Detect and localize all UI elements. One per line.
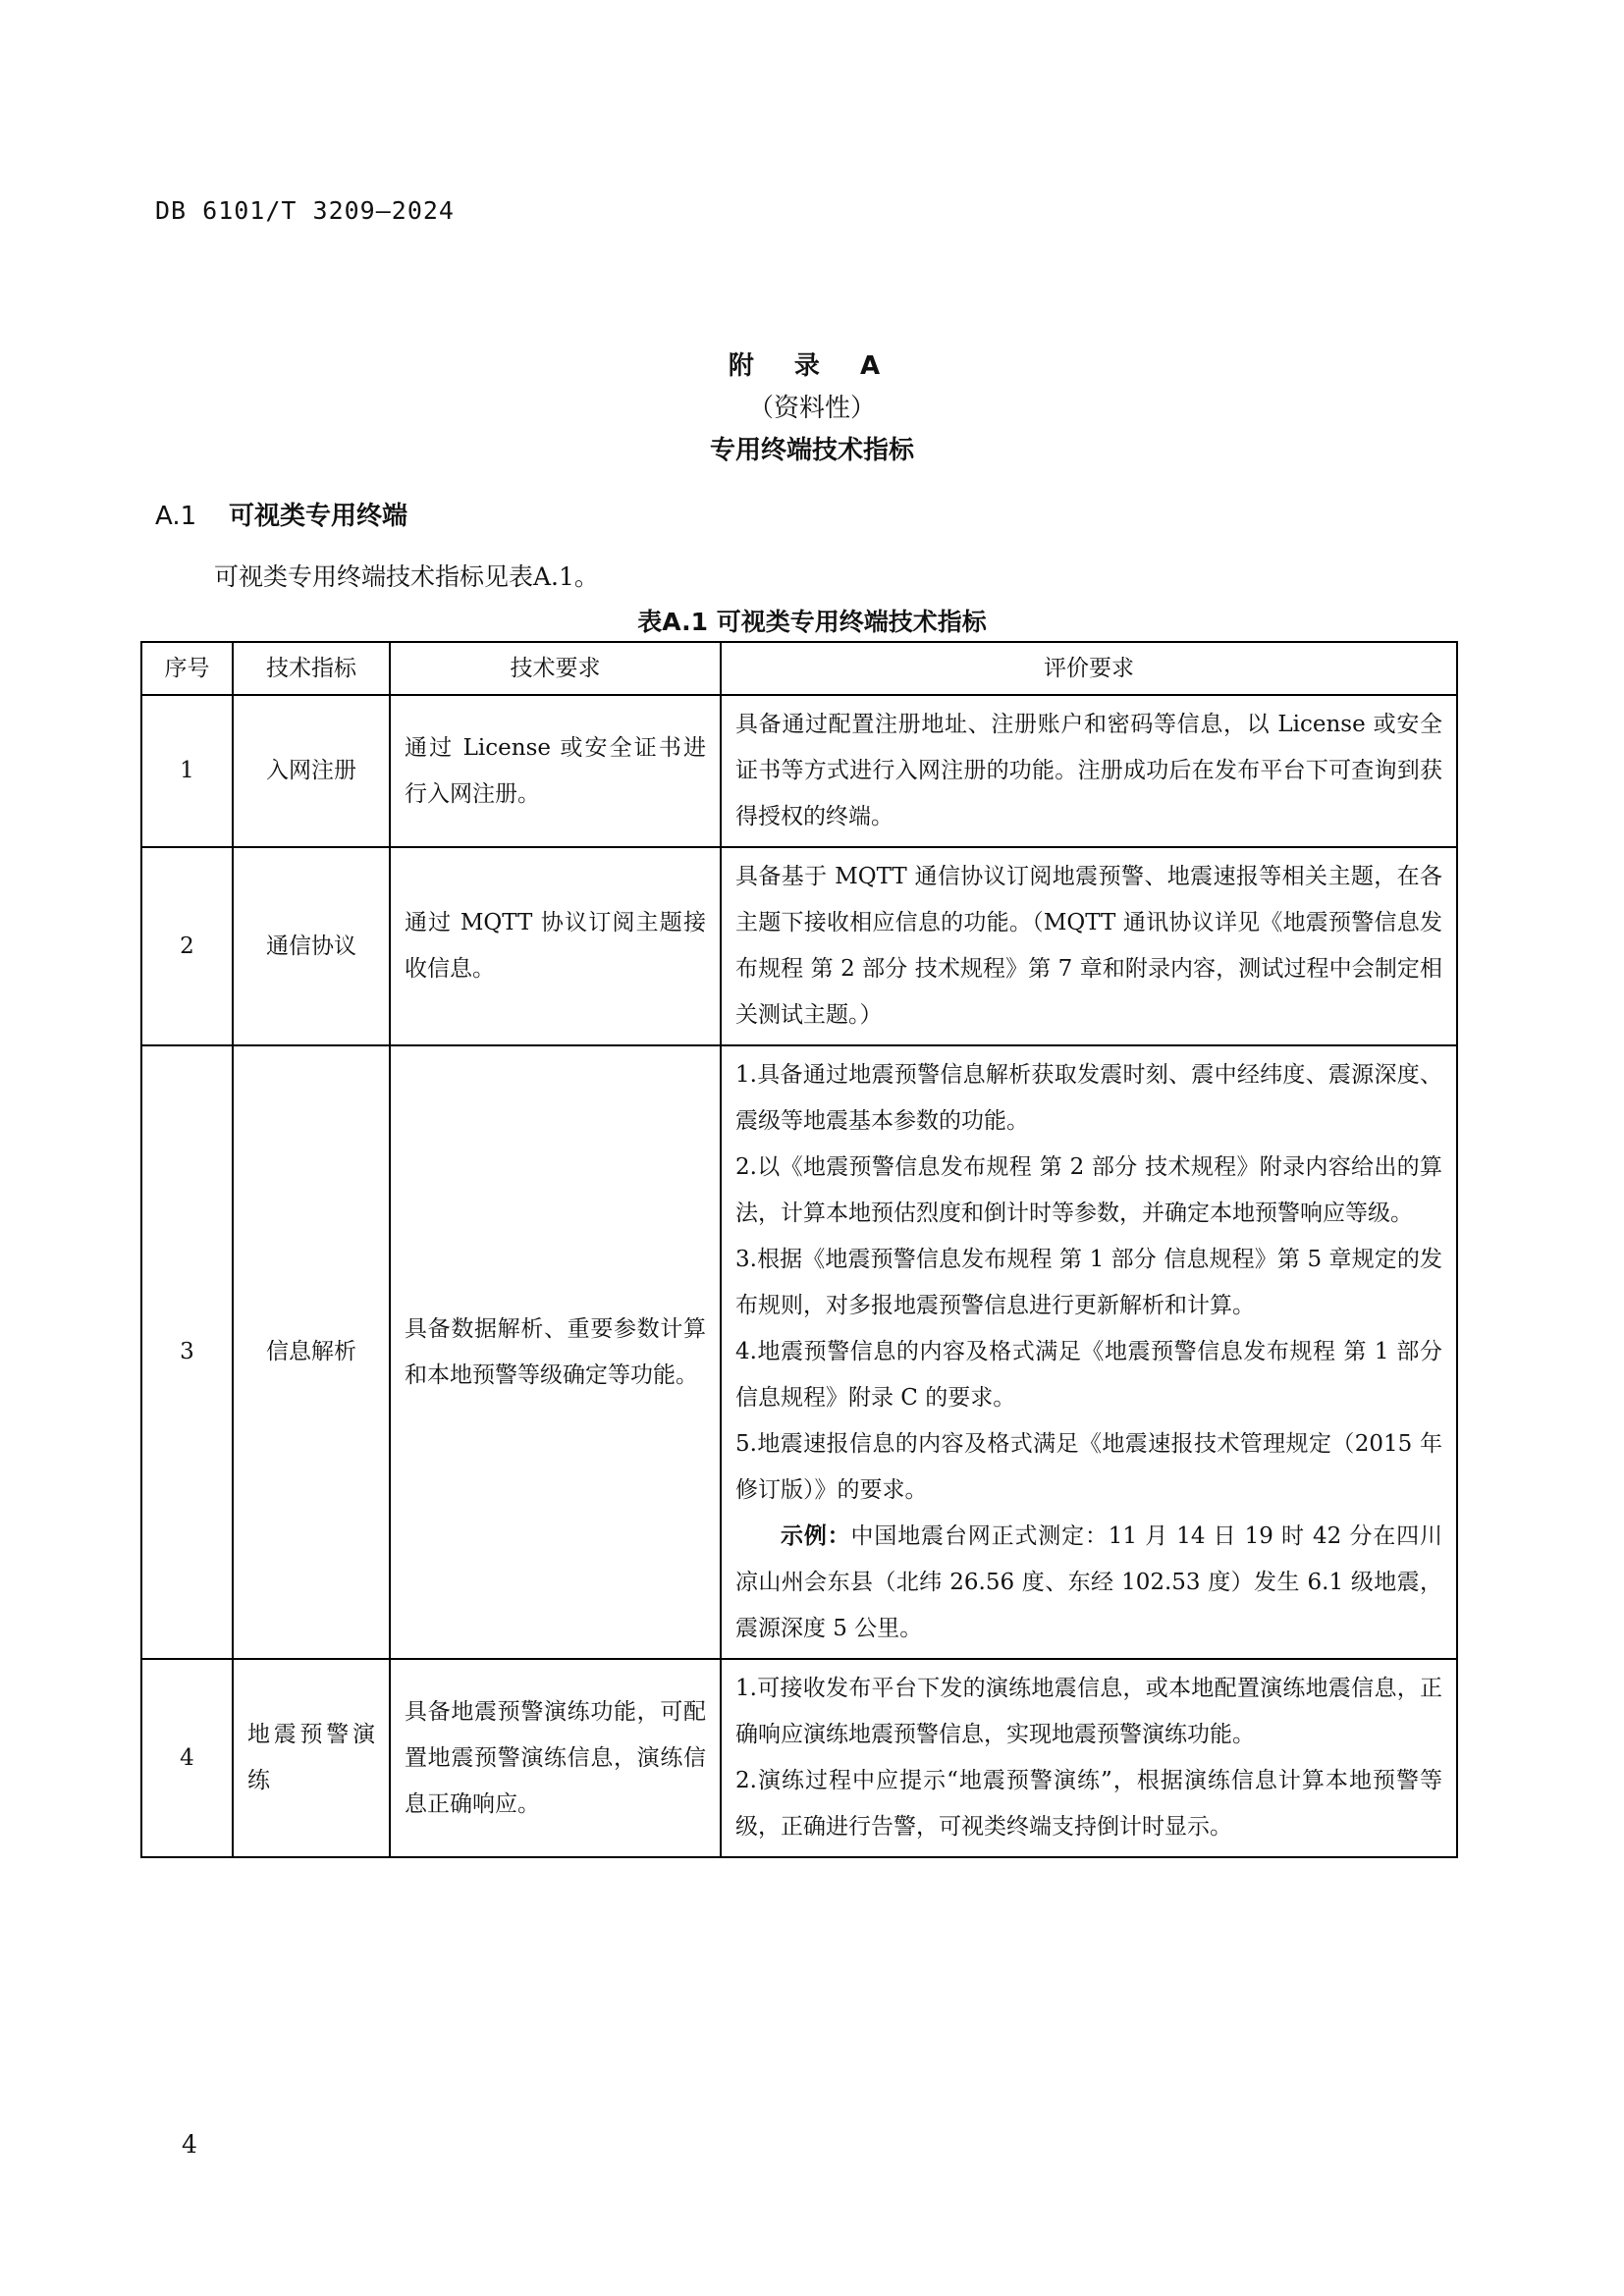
intro-paragraph: 可视类专用终端技术指标见表A.1。 bbox=[214, 562, 599, 591]
evaluation-item: 具备通过配置注册地址、注册账户和密码等信息，以 License 或安全证书等方式进行入网注册的功能。注册成功后在发布平台下可查询到获得授权的终端。 bbox=[735, 712, 1442, 829]
row-indicator: 入网注册 bbox=[233, 695, 390, 847]
row-no: 4 bbox=[141, 1659, 233, 1857]
row-indicator: 地震预警演练 bbox=[233, 1659, 390, 1857]
row-indicator: 通信协议 bbox=[233, 847, 390, 1045]
evaluation-item: 1.可接收发布平台下发的演练地震信息，或本地配置演练地震信息，正确响应演练地震预警信息，实现地震预警演练功能。 bbox=[735, 1676, 1442, 1747]
row-indicator: 信息解析 bbox=[233, 1045, 390, 1659]
header-evaluation: 评价要求 bbox=[721, 642, 1457, 695]
row-requirement: 通过 License 或安全证书进行入网注册。 bbox=[390, 695, 721, 847]
page-number: 4 bbox=[182, 2130, 197, 2159]
table-row bbox=[141, 695, 1457, 847]
row-evaluation bbox=[721, 1045, 1457, 1659]
header-requirement: 技术要求 bbox=[390, 642, 721, 695]
table-caption: 表A.1 可视类专用终端技术指标 bbox=[637, 608, 987, 636]
appendix-subject: 专用终端技术指标 bbox=[709, 436, 914, 465]
section-heading bbox=[155, 496, 407, 532]
row-evaluation bbox=[721, 695, 1457, 847]
example-text: 中国地震台网正式测定：11 月 14 日 19 时 42 分在四川凉山州会东县（北纬 26.56 度、东经 102.53 度）发生 6.1 级地震，震源深度 5 公里。 bbox=[735, 1523, 1442, 1641]
evaluation-item: 3.根据《地震预警信息发布规程 第 1 部分 信息规程》第 5 章规定的发布规则，对多报地震预警信息进行更新解析和计算。 bbox=[735, 1247, 1442, 1318]
appendix-type: （资料性） bbox=[747, 394, 876, 423]
appendix-title: 附 录 A bbox=[728, 351, 896, 381]
row-no: 1 bbox=[141, 695, 233, 847]
header-no: 序号 bbox=[141, 642, 233, 695]
row-no: 3 bbox=[141, 1045, 233, 1659]
section-title: 可视类专用终端 bbox=[229, 502, 408, 531]
document-code: DB 6101/T 3209—2024 bbox=[155, 196, 455, 225]
table-header-row bbox=[141, 642, 1457, 695]
row-requirement: 通过 MQTT 协议订阅主题接收信息。 bbox=[390, 847, 721, 1045]
evaluation-item: 4.地震预警信息的内容及格式满足《地震预警信息发布规程 第 1 部分 信息规程》附录 C 的要求。 bbox=[735, 1339, 1442, 1411]
row-requirement: 具备地震预警演练功能，可配置地震预警演练信息，演练信息正确响应。 bbox=[390, 1659, 721, 1857]
section-number: A.1 bbox=[155, 502, 197, 531]
evaluation-item: 2.演练过程中应提示“地震预警演练”，根据演练信息计算本地预警等级，正确进行告警，可视类终端支持倒计时显示。 bbox=[735, 1768, 1442, 1840]
evaluation-item: 2.以《地震预警信息发布规程 第 2 部分 技术规程》附录内容给出的算法，计算本地预估烈度和倒计时等参数，并确定本地预警响应等级。 bbox=[735, 1154, 1442, 1226]
row-requirement: 具备数据解析、重要参数计算和本地预警等级确定等功能。 bbox=[390, 1045, 721, 1659]
evaluation-example bbox=[735, 1514, 1442, 1652]
row-no: 2 bbox=[141, 847, 233, 1045]
row-evaluation bbox=[721, 847, 1457, 1045]
row-evaluation bbox=[721, 1659, 1457, 1857]
table-row bbox=[141, 1659, 1457, 1857]
spec-table bbox=[140, 641, 1458, 1858]
evaluation-item: 5.地震速报信息的内容及格式满足《地震速报技术管理规定（2015 年修订版）》的要求。 bbox=[735, 1431, 1442, 1503]
evaluation-item: 1.具备通过地震预警信息解析获取发震时刻、震中经纬度、震源深度、震级等地震基本参数的功能。 bbox=[735, 1062, 1442, 1134]
table-row bbox=[141, 1045, 1457, 1659]
evaluation-item: 具备基于 MQTT 通信协议订阅地震预警、地震速报等相关主题，在各主题下接收相应信息的功能。（MQTT 通讯协议详见《地震预警信息发布规程 第 2 部分 技术规程》第 7 章和附录内容，测试过程中会制定相关测试主题。） bbox=[735, 864, 1442, 1028]
table-row bbox=[141, 847, 1457, 1045]
header-indicator: 技术指标 bbox=[233, 642, 390, 695]
example-label: 示例： bbox=[781, 1523, 851, 1549]
